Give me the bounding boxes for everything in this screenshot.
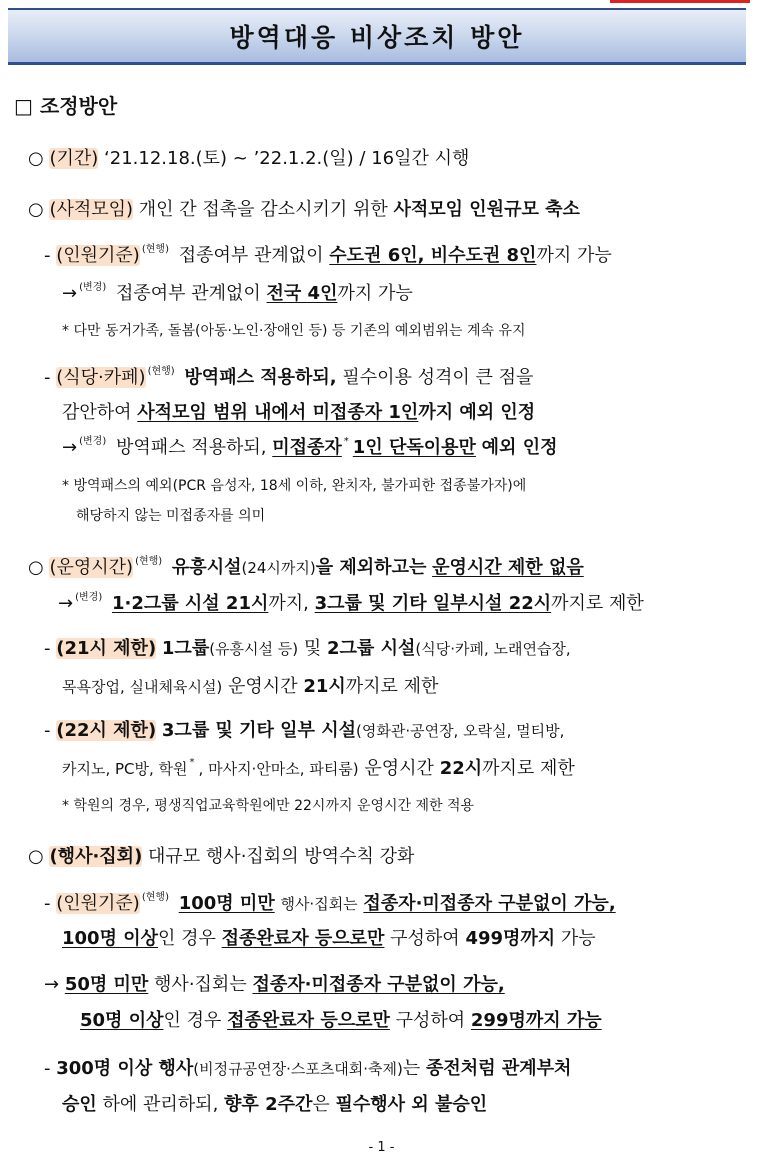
restaurant-line-2: 감안하여 사적모임 범위 내에서 미접종자 1인까지 예외 인정 [62, 402, 536, 423]
limit22-line: - (22시 제한) 3그룹 및 기타 일부 시설(영화관·공연장, 오락실, 멀티방, [44, 720, 565, 741]
restaurant-change-line: → $^{(변경)}$ 방역패스 적용하되, 미접종자 * 1인 단독이용만 예외 인정 [62, 436, 558, 458]
limit21-line-2: 목욕장업, 실내체육시설) 운영시간 21시까지로 제한 [62, 676, 439, 697]
gathering-limit-line: - (인원기준) $^{(현행)}$ 접종여부 관계없이 수도권 6인, 비수도권 8인까지 가능 [44, 244, 612, 266]
gathering-line: ○ (사적모임) 개인 간 접촉을 감소시키기 위한 사적모임 인원규모 축소 [28, 199, 580, 220]
section-heading: □ 조정방안 [14, 94, 118, 118]
top-red-mark [610, 0, 750, 3]
events-limit-line-2: 100명 이상인 경우 접종완료자 등으로만 구성하여 499명까지 가능 [62, 928, 596, 949]
events-change-line-2: 50명 이상인 경우 접종완료자 등으로만 구성하여 299명까지 가능 [80, 1010, 602, 1031]
period-tag: (기간) [49, 148, 99, 169]
restaurant-note-1: * 방역패스의 예외(PCR 음성자, 18세 이하, 완치자, 불가피한 접종불가자)에 [62, 478, 527, 494]
restaurant-note-2: 해당하지 않는 미접종자를 의미 [76, 508, 266, 524]
period-line: ○ (기간) ‘21.12.18.(토) ~ ’22.1.2.(일) / 16일간 시행 [28, 148, 470, 169]
hours-change-line: → $^{(변경)}$ 1·2그룹 시설 21시까지, 3그룹 및 기타 일부시설 22시까지로 제한 [58, 592, 644, 614]
page-number: - 1 - [368, 1140, 395, 1155]
circle-bullet: ○ [28, 148, 44, 169]
events-change-line: → 50명 미만 행사·집회는 접종자·미접종자 구분없이 가능, [44, 974, 505, 995]
limit22-note: * 학원의 경우, 평생직업교육학원에만 22시까지 운영시간 제한 적용 [62, 798, 475, 814]
hours-line: ○ (운영시간) $^{(현행)}$ 유흥시설(24시까지)을 제외하고는 운영시간 제한 없음 [28, 556, 584, 578]
gathering-note: * 다만 동거가족, 돌봄(아동·노인·장애인 등) 등 기존의 예외범위는 계속 유지 [62, 323, 526, 339]
title-banner [8, 8, 746, 65]
restaurant-line: - (식당·카페) $^{(현행)}$ 방역패스 적용하되, 필수이용 성격이 큰 점을 [44, 366, 534, 388]
limit22-line-2: 카지노, PC방, 학원 * , 마사지·안마소, 파티룸) 운영시간 22시까지로 제한 [62, 757, 575, 779]
large-events-line: - 300명 이상 행사(비정규공연장·스포츠대회·축제)는 종전처럼 관계부처 [44, 1058, 572, 1079]
events-line: ○ (행사·집회) 대규모 행사·집회의 방역수칙 강화 [28, 846, 415, 867]
large-events-line-2: 승인 하에 관리하되, 향후 2주간은 필수행사 외 불승인 [62, 1094, 488, 1115]
limit21-line: - (21시 제한) 1그룹(유흥시설 등) 및 2그룹 시설(식당·카페, 노래연습장, [44, 638, 571, 659]
page-title: 방역대응 비상조치 방안 [229, 23, 525, 52]
events-limit-line: - (인원기준) $^{(현행)}$ 100명 미만 행사·집회는 접종자·미접종자 구분없이 가능, [44, 892, 616, 914]
gathering-change-line: → $^{(변경)}$ 접종여부 관계없이 전국 4인까지 가능 [62, 282, 413, 304]
checkbox-icon: □ [14, 94, 33, 118]
